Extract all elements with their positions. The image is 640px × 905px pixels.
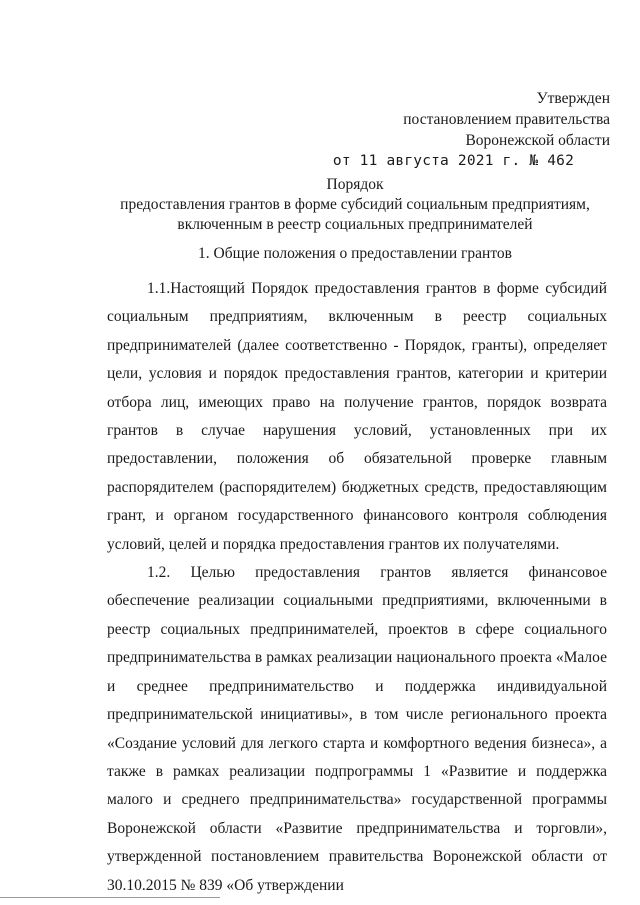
title-line-1: предоставления грантов в форме субсидий социальным предприятиям, bbox=[120, 196, 590, 213]
footer-divider bbox=[0, 897, 220, 898]
approval-line-approved: Утвержден bbox=[536, 90, 610, 107]
body-text bbox=[107, 275, 607, 900]
title-word: Порядок bbox=[326, 176, 384, 193]
section-heading: 1. Общие положения о предоставлении грантов bbox=[198, 245, 512, 262]
approval-line-region: Воронежской области bbox=[465, 132, 610, 149]
approval-block bbox=[290, 88, 610, 172]
approval-line-resolution: постановлением правительства bbox=[403, 111, 610, 128]
paragraph-1-2: 1.2. Целью предоставления грантов является финансовое обеспечение реализации социальными предприятиями, включенными в реестр социальных предпринимателей, проектов в сфере социального предпринимательства в рамках реализации национального проекта «Малое и среднее предпринимательство и поддержка индивидуальной предпринимательской инициативы», в том числе регионального проекта «Создание условий для легкого старта и комфортного ведения бизнеса», а также в рамках реализации подпрограммы 1 «Развитие и поддержка малого и среднего предпринимательства» государственной программы Воронежской области «Развитие предпринимательства и торговли», утвержденной постановлением правительства Воронежской области от 30.10.2015 № 839 «Об утверждении bbox=[107, 564, 607, 894]
paragraph-1-1: 1.1.Настоящий Порядок предоставления грантов в форме субсидий социальным предприятиям, включенным в реестр социальных предпринимателей (далее соответственно - Порядок, гранты), определяет цели, условия и порядок предоставления грантов, категории и критерии отбора лиц, имеющих право на получение грантов, порядок возврата грантов в случае нарушения условий, установленных при их предоставлении, положения об обязательной проверке главным распорядителем (распорядителем) бюджетных средств, предоставляющим грант, и органом государственного финансового контроля соблюдения условий, целей и порядка предоставления грантов их получателями. bbox=[107, 280, 607, 553]
document-title bbox=[100, 175, 610, 235]
approval-date-number-stamp: от 11 августа 2021 г. № 462 bbox=[332, 153, 574, 169]
title-line-2: включенным в реестр социальных предпринимателей bbox=[177, 216, 533, 233]
